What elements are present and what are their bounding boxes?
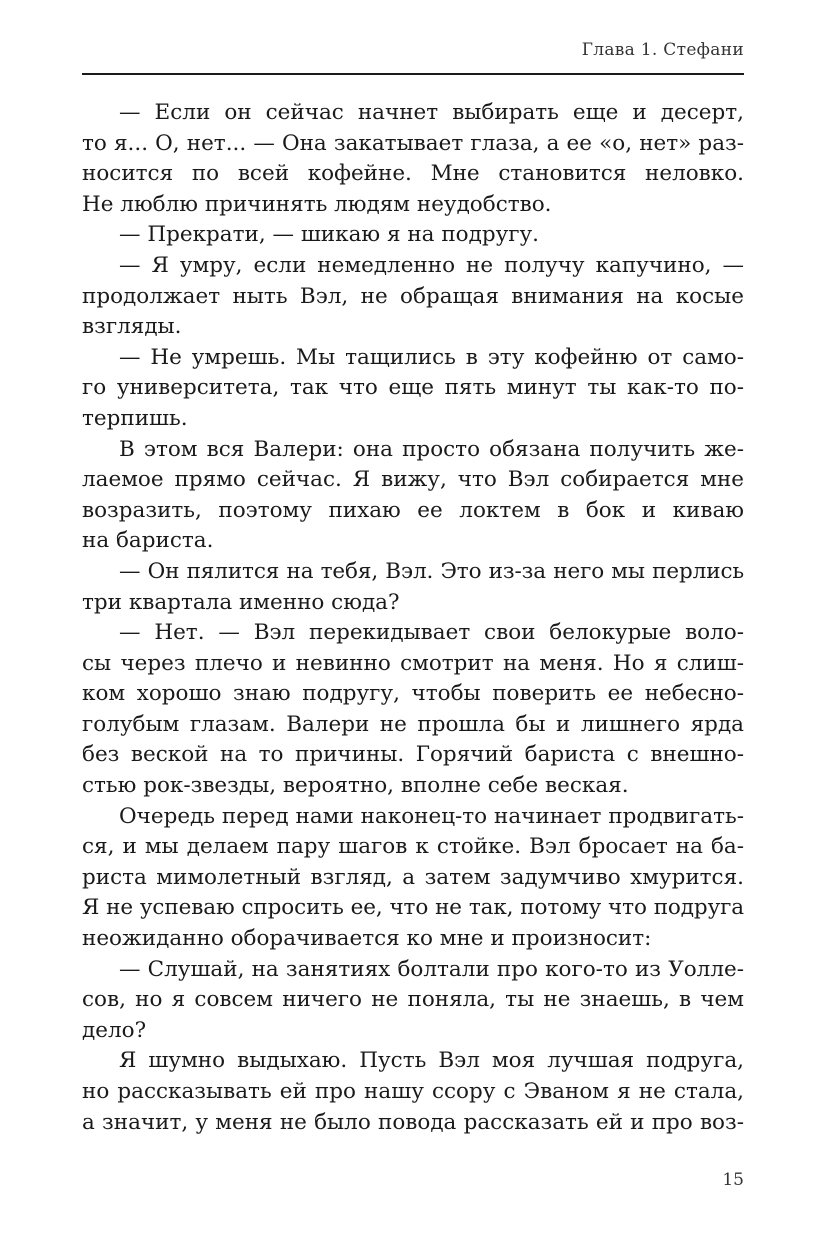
header-divider	[82, 73, 744, 75]
text-line: три квартала именно сюда?	[82, 589, 400, 615]
text-line: — Он пялится на тебя, Вэл. Это из-за него мы перлись	[119, 558, 744, 584]
text-line: сы через плечо и невинно смотрит на меня. Но я слиш-	[82, 650, 744, 676]
text-line: ком хорошо знаю подругу, чтобы поверить ее небесно-	[82, 681, 744, 707]
text-line: терпишь.	[82, 405, 188, 431]
text-line: сов, но я совсем ничего не поняла, ты не знаешь, в чем	[82, 987, 744, 1013]
text-line: Я не успеваю спросить ее, что не так, потому что подруга	[82, 895, 744, 921]
text-line: то я... О, нет... — Она закатывает глаза, а ее «о, нет» раз-	[82, 130, 744, 156]
text-line: взгляды.	[82, 314, 182, 340]
text-line: голубым глазам. Валери не прошла бы и лишнего ярда	[82, 711, 744, 737]
text-line: — Я умру, если немедленно не получу капучино, —	[119, 252, 744, 278]
text-line: неожиданно оборачивается ко мне и произносит:	[82, 926, 652, 952]
text-line: Очередь перед нами наконец-то начинает продвигать-	[119, 803, 744, 829]
text-line: а значит, у меня не было повода рассказать ей и про воз-	[82, 1109, 744, 1135]
text-line: Не люблю причинять людям неудобство.	[82, 191, 552, 217]
text-line: ся, и мы делаем пару шагов к стойке. Вэл бросает на ба-	[82, 834, 744, 860]
text-line: — Прекрати, — шикаю я на подругу.	[119, 222, 539, 248]
text-line: риста мимолетный взгляд, а затем задумчиво хмурится.	[82, 864, 744, 890]
text-line: без веской на то причины. Горячий бариста с внешно-	[82, 742, 744, 768]
text-line: — Нет. — Вэл перекидывает свои белокурые воло-	[119, 620, 744, 646]
text-line: возразить, поэтому пихаю ее локтем в бок и киваю	[82, 497, 744, 523]
text-line: — Не умрешь. Мы тащились в эту кофейню от само-	[119, 344, 744, 370]
text-line: — Если он сейчас начнет выбирать еще и десерт,	[119, 100, 744, 125]
text-line: В этом вся Валери: она просто обязана получить же-	[119, 436, 744, 462]
text-line: но рассказывать ей про нашу ссору с Эваном я не стала,	[82, 1079, 744, 1104]
text-line: стью рок-звезды, вероятно, вполне себе веская.	[82, 773, 629, 799]
text-line: продолжает ныть Вэл, не обращая внимания на косые	[82, 283, 744, 309]
text-line: лаемое прямо сейчас. Я вижу, что Вэл собирается мне	[82, 467, 744, 493]
text-line: на бариста.	[82, 528, 214, 554]
body-text	[82, 98, 744, 1138]
running-head-title: Глава 1. Стефани	[581, 40, 744, 60]
text-line: — Слушай, на занятиях болтали про кого-то из Уоллe-	[119, 956, 744, 982]
page-number: 15	[722, 1170, 744, 1190]
text-line: го университета, так что еще пять минут ты как-то по-	[82, 375, 744, 401]
text-line: дело?	[82, 1017, 147, 1043]
text-line: Я шумно выдыхаю. Пусть Вэл моя лучшая подруга,	[119, 1048, 744, 1074]
text-line: носится по всей кофейне. Мне становится неловко.	[82, 161, 744, 187]
